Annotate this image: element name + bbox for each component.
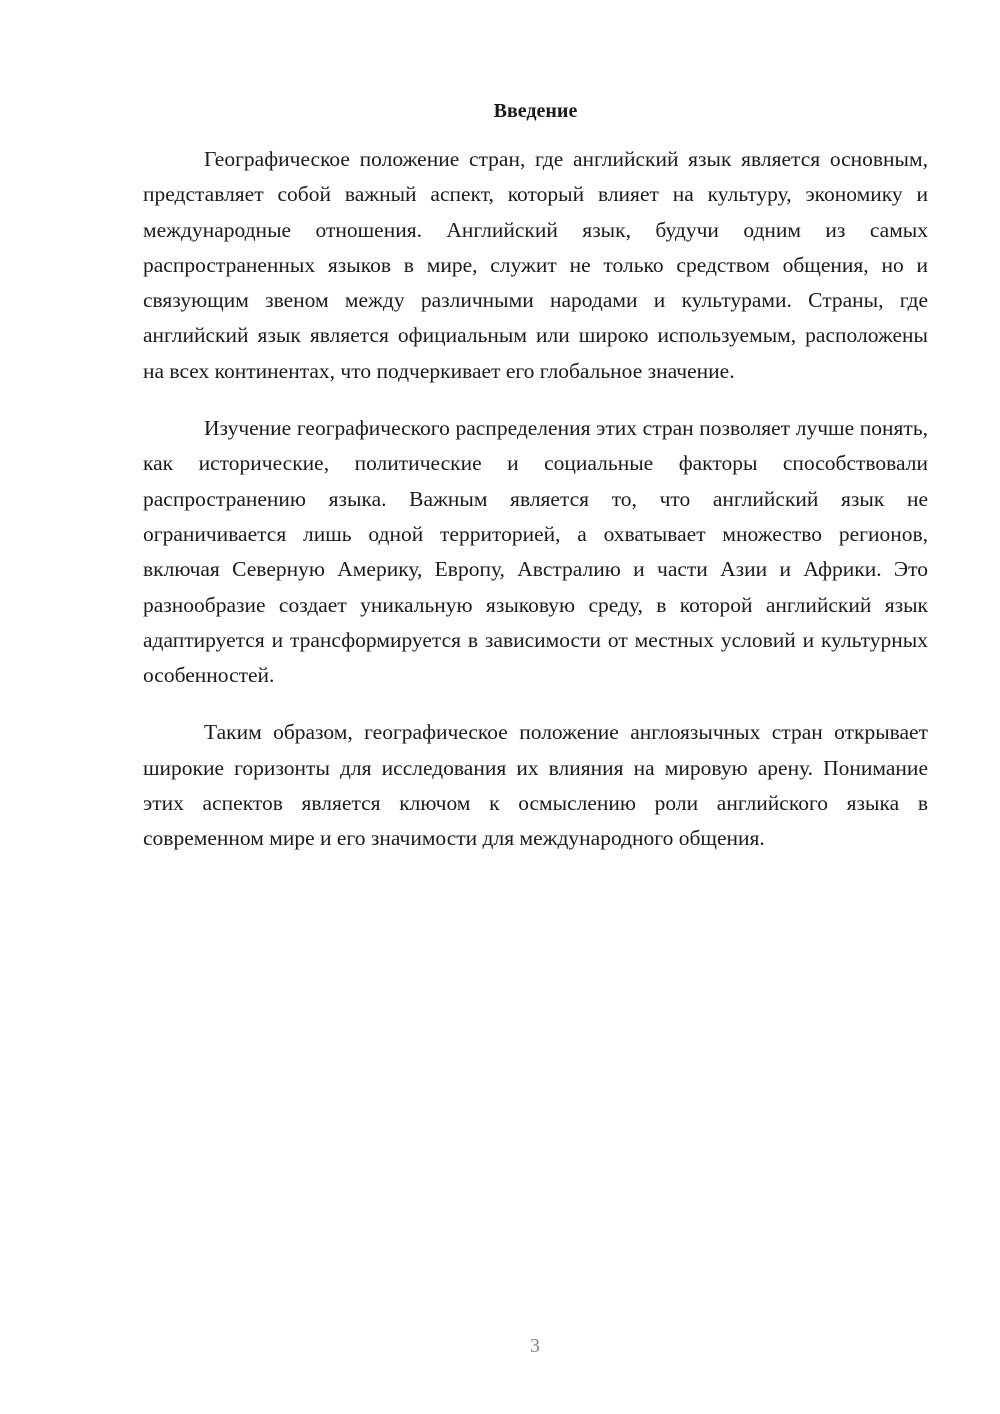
paragraph-3: Таким образом, географическое положение англоязычных стран открывает широкие горизонты для исследования их влияния на мировую арену. Понимание этих аспектов является ключом к осмыслению роли английского языка в современном мире и его значимости для международного общения. [143,720,928,851]
body-text [143,142,928,879]
page-number: 3 [530,1335,540,1357]
paragraph-1: Географическое положение стран, где английский язык является основным, представляет собой важный аспект, который влияет на культуру, экономику и международные отношения. Английский язык, будучи одним из самых распространенных языков в мире, служит не только средством общения, но и связующим звеном между различными народами и культурами. Страны, где английский язык является официальным или широко используемым, расположены на всех континентах, что подчеркивает его глобальное значение. [143,147,928,383]
section-title: Введение [493,100,578,122]
paragraph-2: Изучение географического распределения этих стран позволяет лучше понять, как исторические, политические и социальные факторы способствовали распространению языка. Важным является то, что английский язык не ограничивается лишь одной территорией, а охватывает множество регионов, включая Северную Америку, Европу, Австралию и части Азии и Африки. Это разнообразие создает уникальную языковую среду, в которой английский язык адаптируется и трансформируется в зависимости от местных условий и культурных особенностей. [143,416,928,688]
